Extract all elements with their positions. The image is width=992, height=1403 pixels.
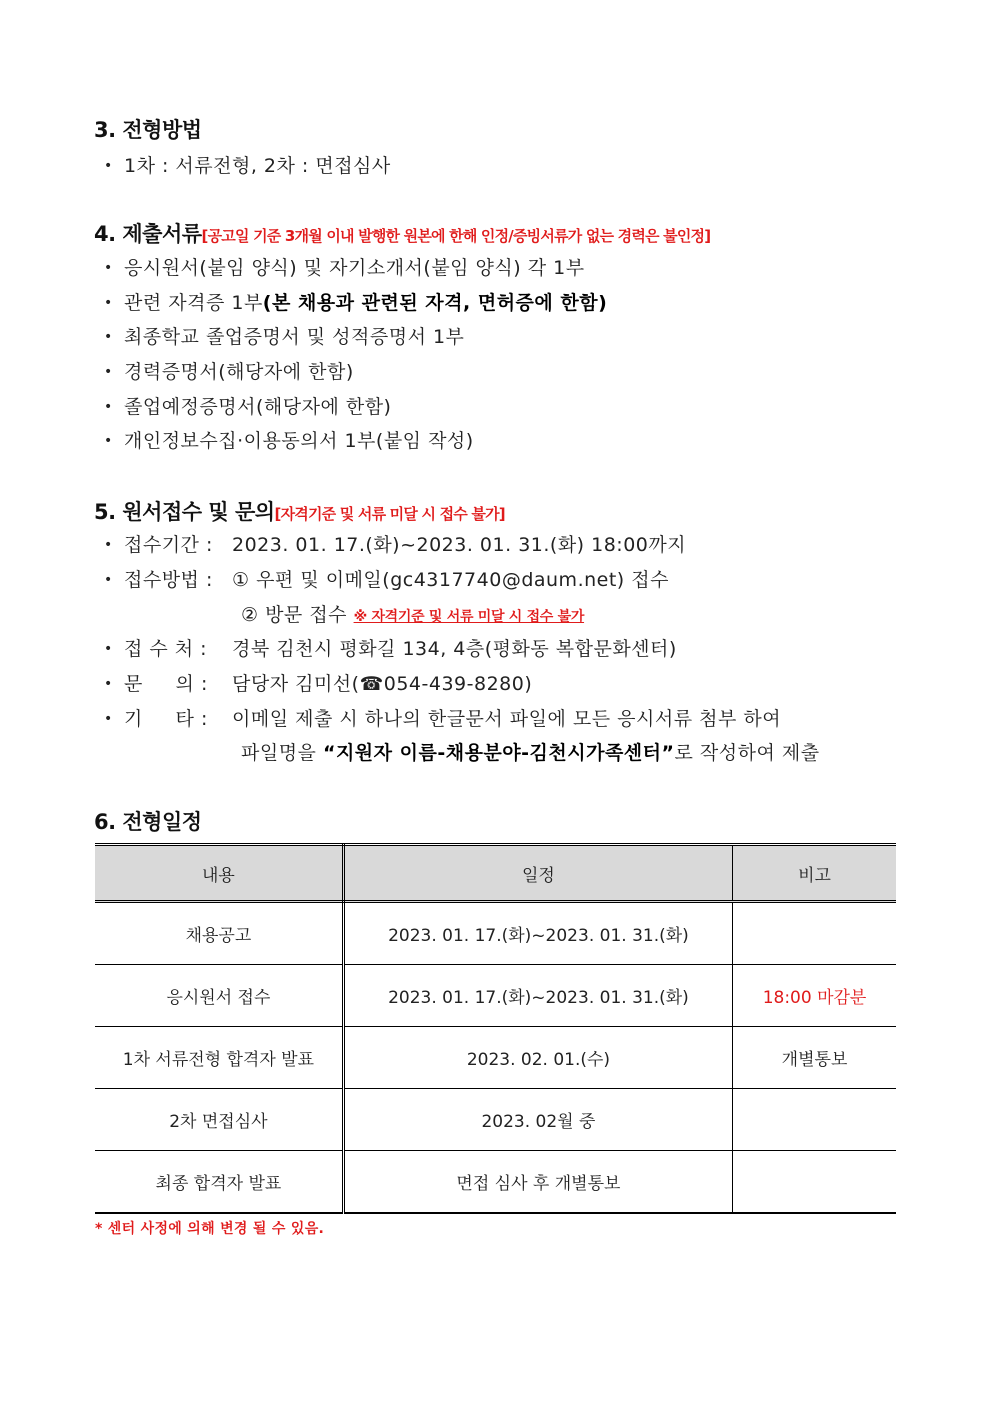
footnote: * 센터 사정에 의해 변경 될 수 있음. <box>95 1221 325 1237</box>
section-3-title: 3. 전형방법 <box>94 118 202 142</box>
bullet-icon: • <box>104 572 113 588</box>
method-2-note: ※ 자격기준 및 서류 미달 시 접수 불가 <box>353 609 585 625</box>
bullet-icon: • <box>104 433 113 449</box>
bullet-icon: • <box>104 295 113 311</box>
section-5-note: [자격기준 및 서류 미달 시 접수 불가] <box>274 505 505 523</box>
list-item: • 개인정보수집·이용동의서 1부(붙임 작성) <box>104 430 474 452</box>
table-row: 최종 합격자 발표 면접 심사 후 개별통보 <box>95 1151 896 1214</box>
table-row: 1차 서류전형 합격자 발표 2023. 02. 01.(수) 개별통보 <box>95 1027 896 1089</box>
bullet-icon: • <box>104 399 113 415</box>
bullet-icon: • <box>104 158 113 174</box>
bullet-icon: • <box>104 641 113 657</box>
table-row: 응시원서 접수 2023. 01. 17.(화)~2023. 01. 31.(화) 18:00 마감분 <box>95 965 896 1027</box>
bullet-icon: • <box>104 364 113 380</box>
list-item: • 응시원서(붙임 양식) 및 자기소개서(붙임 양식) 각 1부 <box>104 257 585 279</box>
contact-row: • 문 의 : 담당자 김미선(☎054-439-8280) <box>104 673 533 695</box>
table-header-row <box>95 845 896 902</box>
method-row-2: ② 방문 접수 ※ 자격기준 및 서류 미달 시 접수 불가 <box>241 604 585 626</box>
etc-row-2: 파일명을 “지원자 이름-채용분야-김천시가족센터”로 작성하여 제출 <box>241 742 820 764</box>
bullet-icon: • <box>104 537 113 553</box>
header-remark: 비고 <box>733 845 896 902</box>
header-content: 내용 <box>95 845 343 902</box>
table-row: 채용공고 2023. 01. 17.(화)~2023. 01. 31.(화) <box>95 902 896 965</box>
header-schedule: 일정 <box>343 845 732 902</box>
schedule-table <box>95 843 896 1214</box>
etc-row: • 기 타 : 이메일 제출 시 하나의 한글문서 파일에 모든 응시서류 첨부 하여 <box>104 708 782 730</box>
section-5-title: 5. 원서접수 및 문의[자격기준 및 서류 미달 시 접수 불가] <box>94 500 505 524</box>
list-item: • 관련 자격증 1부(본 채용과 관련된 자격, 면허증에 한함) <box>104 292 608 314</box>
section-4-title: 4. 제출서류[공고일 기준 3개월 이내 발행한 원본에 한해 인정/증빙서류가 없는 경력은 불인정] <box>94 222 711 246</box>
bullet-icon: • <box>104 260 113 276</box>
place-row: • 접 수 처 : 경북 김천시 평화길 134, 4층(평화동 복합문화센터) <box>104 638 677 660</box>
bullet-icon: • <box>104 676 113 692</box>
list-item: • 졸업예정증명서(해당자에 한함) <box>104 396 392 418</box>
section-4-note: [공고일 기준 3개월 이내 발행한 원본에 한해 인정/증빙서류가 없는 경력은 불인정] <box>201 227 711 245</box>
list-item: • 최종학교 졸업증명서 및 성적증명서 1부 <box>104 326 465 348</box>
bullet-icon: • <box>104 711 113 727</box>
table-row: 2차 면접심사 2023. 02월 중 <box>95 1089 896 1151</box>
bullet-icon: • <box>104 329 113 345</box>
section-6-title: 6. 전형일정 <box>94 810 202 834</box>
period-row: • 접수기간 : 2023. 01. 17.(화)~2023. 01. 31.(화) 18:00까지 <box>104 534 687 556</box>
method-row: • 접수방법 : ① 우편 및 이메일(gc4317740@daum.net) 접수 <box>104 569 669 591</box>
section-3-item: • 1차 : 서류전형, 2차 : 면접심사 <box>104 155 391 177</box>
list-item: • 경력증명서(해당자에 한함) <box>104 361 354 383</box>
